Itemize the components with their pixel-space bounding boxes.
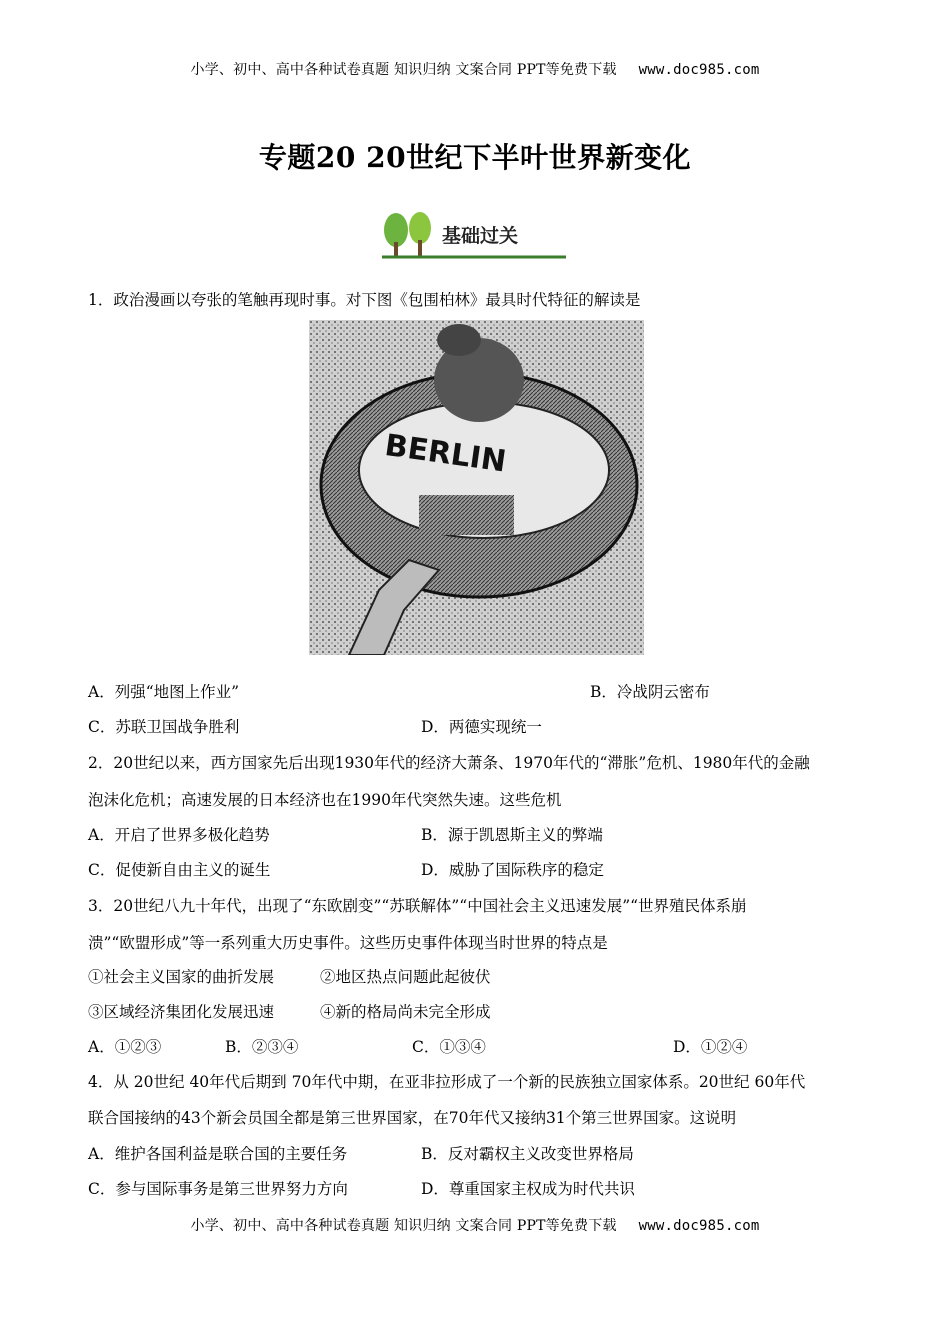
question-2-stem-line-2: 泡沫化危机；高速发展的日本经济也在1990年代突然失速。这些危机	[88, 791, 562, 809]
q3-option-d[interactable]: D．①②④	[673, 1038, 748, 1056]
question-4-stem-line-1: 4．从 20世纪 40年代后期到 70年代中期，在亚非拉形成了一个新的民族独立国家体系。20世纪 60年代	[88, 1073, 806, 1091]
q1-option-c[interactable]: C．苏联卫国战争胜利	[88, 718, 240, 736]
header-site-link[interactable]: www.doc985.com	[638, 62, 760, 78]
question-2-stem-line-1: 2．20世纪以来，西方国家先后出现1930年代的经济大萧条、1970年代的“滞胀”危机、1980年代的金融	[88, 754, 810, 772]
question-1-stem: 1．政治漫画以夸张的笔触再现时事。对下图《包围柏林》最具时代特征的解读是	[88, 291, 641, 309]
page-header	[0, 59, 950, 79]
berlin-cartoon-image	[309, 320, 644, 655]
q4-option-c[interactable]: C．参与国际事务是第三世界努力方向	[88, 1180, 348, 1198]
footer-site-link[interactable]: www.doc985.com	[638, 1218, 760, 1234]
q3-option-a[interactable]: A．①②③	[88, 1038, 162, 1056]
q2-option-c[interactable]: C．促使新自由主义的诞生	[88, 861, 271, 879]
q3-item-3: ③区域经济集团化发展迅速	[88, 1003, 275, 1021]
q3-item-4: ④新的格局尚未完全形成	[320, 1003, 491, 1021]
page-footer	[0, 1215, 950, 1235]
question-3-stem-line-1: 3．20世纪八九十年代，出现了“东欧剧变”“苏联解体”“中国社会主义迅速发展”“世界殖民体系崩	[88, 897, 747, 915]
q4-option-d[interactable]: D．尊重国家主权成为时代共识	[421, 1180, 635, 1198]
q4-option-a[interactable]: A．维护各国利益是联合国的主要任务	[88, 1145, 348, 1163]
header-text: 小学、初中、高中各种试卷真题 知识归纳 文案合同 PPT等免费下载	[190, 62, 617, 78]
q3-option-c[interactable]: C．①③④	[412, 1038, 486, 1056]
section-badge	[378, 206, 568, 262]
footer-text: 小学、初中、高中各种试卷真题 知识归纳 文案合同 PPT等免费下载	[190, 1218, 617, 1234]
q1-option-a[interactable]: A．列强“地图上作业”	[88, 683, 240, 701]
q1-option-b[interactable]: B．冷战阴云密布	[590, 683, 710, 701]
q2-option-d[interactable]: D．威胁了国际秩序的稳定	[421, 861, 604, 879]
q3-option-b[interactable]: B．②③④	[225, 1038, 299, 1056]
q3-item-2: ②地区热点问题此起彼伏	[320, 968, 491, 986]
page-title: 专题20 20世纪下半叶世界新变化	[258, 141, 692, 174]
q1-option-d[interactable]: D．两德实现统一	[421, 718, 542, 736]
cartoon-label: BERLIN	[382, 427, 509, 480]
section-badge-label: 基础过关	[442, 225, 519, 247]
q2-option-a[interactable]: A．开启了世界多极化趋势	[88, 826, 270, 844]
q4-option-b[interactable]: B．反对霸权主义改变世界格局	[421, 1145, 634, 1163]
q3-item-1: ①社会主义国家的曲折发展	[88, 968, 275, 986]
question-3-stem-line-2: 溃”“欧盟形成”等一系列重大历史事件。这些历史事件体现当时世界的特点是	[88, 934, 608, 952]
q2-option-b[interactable]: B．源于凯恩斯主义的弊端	[421, 826, 603, 844]
question-4-stem-line-2: 联合国接纳的43个新会员国全都是第三世界国家，在70年代又接纳31个第三世界国家。这说明	[88, 1109, 737, 1127]
